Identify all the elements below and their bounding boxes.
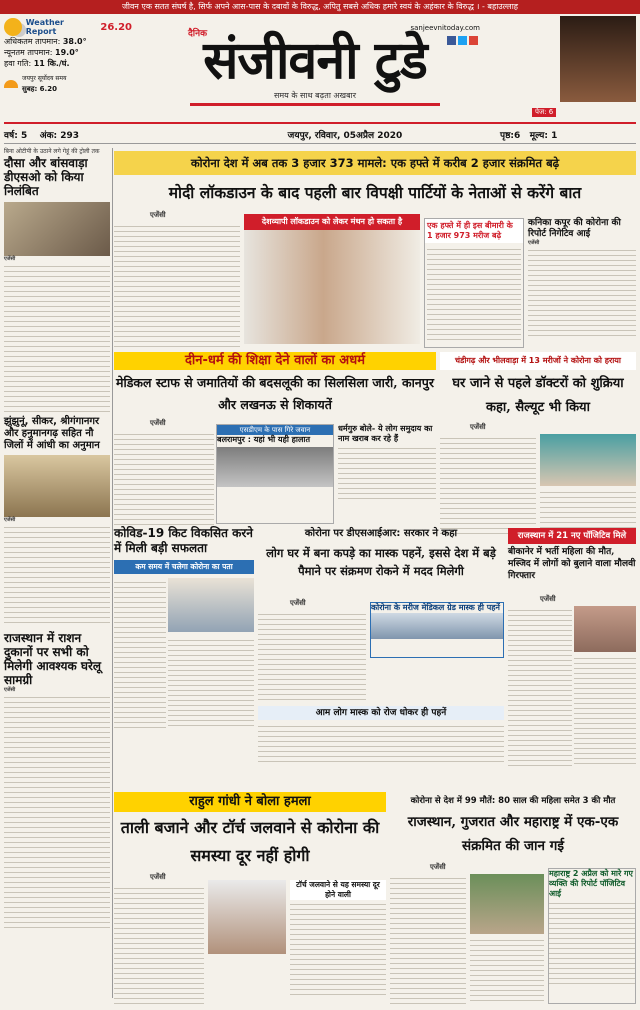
deaths-box (548, 868, 636, 1004)
dharm-box-image (217, 447, 333, 487)
masthead-slogan: समय के साथ बढ़ता अखबार (273, 91, 356, 100)
weather-row-max: अधिकतम तापमान: 38.0° (4, 37, 87, 46)
left-top-byline: एजेंसी (4, 256, 16, 262)
rahul-body (114, 884, 204, 1004)
masthead-logo: संजीवनी टुडे (203, 30, 427, 91)
dharm-guru-headline[interactable]: धर्मगुरु बोले- ये लोग समुदाय का नाम खराब कर रहे हैं (338, 424, 433, 443)
covid19-headline[interactable]: कोविड-19 किट विकसित करने में मिली बड़ी सफलता (114, 526, 253, 555)
weather-row-min: न्यूनतम तापमान: 19.0° (4, 48, 79, 57)
left-low-byline: एजेंसी (4, 687, 16, 693)
dharm-box-title: एसडीएम के पास गिरे जवान (217, 425, 333, 435)
chandigarh-body (440, 434, 536, 534)
mask-box-1 (370, 602, 504, 658)
lead-image (244, 214, 420, 344)
lead-headline[interactable]: मोदी लॉकडाउन के बाद पहली बार विपक्षी पार्टियों के नेताओं से करेंगे बात (168, 183, 582, 202)
volume-info: वर्ष: 5 अंक: 293 (4, 131, 80, 141)
rajasthan21-bar: राजस्थान में 21 नए पॉजिटिव मिले (508, 528, 636, 544)
weather-temp: 26.20 (100, 21, 132, 33)
tagline-bar (0, 0, 640, 14)
rahul-bar: राहुल गांधी ने बोला हमला (114, 792, 386, 812)
rajasthan21-byline: एजेंसी (540, 595, 556, 603)
sunrise-time: सुबह: 6.20 (22, 85, 57, 93)
deaths-body-2 (470, 936, 544, 1004)
dharm-guru (338, 424, 436, 524)
sunrise-label: जयपुर सूर्योदय समय (22, 75, 67, 82)
banner-corona-count[interactable]: कोरोना देश में अब तक 3 हजार 373 मामले: एक हफ्ते में करीब 2 हजार संक्रमित बढ़े (114, 151, 636, 175)
rahul-byline: एजेंसी (150, 873, 166, 881)
left-mid-byline: एजेंसी (4, 517, 16, 523)
masthead-site[interactable]: sanjeevnitoday.com (410, 24, 480, 32)
kanika-headline[interactable]: कनिका कपूर की कोरोना की रिपोर्ट निगेटिव आई (528, 218, 621, 239)
sunrise-icon (4, 80, 18, 88)
deaths-byline: एजेंसी (430, 863, 446, 871)
chandigarh-body-2 (540, 488, 636, 532)
box-1973-body (427, 245, 521, 341)
mask-headline[interactable]: लोग घर में बना कपड़े का मास्क पहनें, इससे देश में बड़े पैमाने पर संक्रमण रोकने में मदद मिलेगी (266, 546, 496, 578)
left-column (4, 148, 110, 929)
covid19-image (168, 578, 254, 632)
deaths-box-title[interactable]: महाराष्ट्र 2 अप्रैल को मारे गए व्यक्ति की रिपोर्ट पॉजिटिव आई (549, 869, 633, 898)
masthead (150, 18, 480, 118)
left-low-body (4, 693, 110, 929)
date-label: जयपुर, रविवार, 05अप्रैल 2020 (287, 131, 403, 141)
deaths-body (390, 874, 466, 1004)
mask-bar: कोरोना पर डीएसआईआर: सरकार ने कहा (304, 528, 458, 539)
left-top-body (4, 262, 110, 412)
kanika-story (528, 218, 636, 350)
page-info: पृष्ठ:6 मूल्य: 1 (500, 131, 558, 141)
rajasthan21-headline[interactable]: बीकानेर में भर्ती महिला की मौत, मस्जिद में लोगों को बुलाने वाला मौलवी गिरफ्तार (508, 547, 636, 581)
tagline-text: जीवन एक सतत संघर्ष है, सिर्फ अपने आस-पास के दबावों के विरुद्ध, अपितु सबसे अधिक हमारे स्वयं के अहंकार के विरुद्ध । - बहाउल्लाह (121, 2, 519, 11)
rajasthan21-body-2 (574, 654, 636, 766)
weather-sun-icon (4, 18, 22, 36)
rahul-box-body (290, 900, 386, 996)
mask-box-1-title[interactable]: कोरोना के मरीज मेडिकल ग्रेड मास्क ही पहनें (371, 603, 500, 612)
rajasthan21-body (508, 606, 572, 766)
lead-body (114, 222, 240, 350)
kanika-body (528, 246, 636, 338)
column-divider (112, 148, 113, 998)
dharm-box-sub[interactable]: बलरामपुर : यहां भी यही हालात (217, 435, 311, 444)
left-mid-body (4, 523, 110, 627)
chandigarh-bar: चंडीगढ़ और भीलवाड़ा में 13 मरीजों ने कोरोना को हराया (440, 352, 636, 370)
celebrity-photo (560, 16, 636, 102)
mask-body-2 (258, 722, 504, 766)
left-top-kicker: बिना ओटीपी के उठाने लगे गेहूं की ट्रोली तक (4, 148, 100, 155)
dharm-body (114, 430, 214, 526)
mask-box-2-title[interactable]: आम लोग मास्क को रोज धोकर ही पहनें (258, 706, 504, 720)
weather-title: Weather Report (25, 18, 65, 36)
covid19-sub: कम समय में चलेगा कोरोना का पता (114, 560, 254, 574)
covid19-body (114, 578, 166, 730)
deaths-bar: कोरोना से देश में 99 मौतें: 80 साल की महिला समेत 3 की मौत (410, 796, 616, 806)
mask-body (258, 610, 366, 700)
chandigarh-byline: एजेंसी (470, 423, 486, 431)
rahul-headline[interactable]: ताली बजाने और टॉर्च जलवाने से कोरोना की समस्या दूर नहीं होगी (120, 818, 380, 865)
deaths-box-body (549, 899, 635, 985)
dharm-bar: दीन-धर्म की शिक्षा देने वालों का अधर्म (114, 352, 436, 370)
page-tag: पेज: 6 (532, 108, 556, 117)
mask-box-image (371, 613, 503, 639)
mask-byline: एजेंसी (290, 599, 306, 607)
covid19-body-2 (168, 636, 254, 730)
rajasthan21-image (574, 606, 636, 652)
lead-byline: एजेंसी (150, 211, 166, 219)
deaths-image (470, 874, 544, 934)
facebook-icon[interactable] (447, 36, 456, 45)
googleplus-icon[interactable] (469, 36, 478, 45)
weather-report (4, 18, 132, 126)
dharm-headline[interactable]: मेडिकल स्टाफ से जमातियों की बदसलूकी का सिलसिला जारी, कानपुर और लखनऊ से शिकायतें (116, 375, 434, 412)
deaths-headline[interactable]: राजस्थान, गुजरात और महाराष्ट्र में एक-एक संक्रमित की जान गई (407, 814, 619, 854)
left-top-headline[interactable]: दौसा और बांसवाड़ा डीएसओ को किया निलंबित (4, 156, 88, 198)
dharm-sidebox (216, 424, 334, 524)
twitter-icon[interactable] (458, 36, 467, 45)
kanika-byline: एजेंसी (528, 240, 540, 246)
rahul-image (208, 880, 286, 954)
rahul-box-title[interactable]: टॉर्च जलवाने से यह समस्या दूर होने वाली (290, 880, 386, 900)
left-mid-headline[interactable]: झुंझुनूं, सीकर, श्रीगंगानगर और हनुमानगढ़ सहित नौ जिलों में आंधी का अनुमान (4, 416, 100, 451)
dharm-byline: एजेंसी (150, 419, 166, 427)
rahul-box (290, 880, 386, 1004)
masthead-prefix: दैनिक (188, 29, 208, 39)
left-mid-image (4, 455, 110, 517)
box-1973 (424, 218, 524, 348)
chandigarh-image (540, 434, 636, 486)
chandigarh-headline[interactable]: घर जाने से पहले डॉक्टरों को शुक्रिया कहा, सैल्यूट भी किया (452, 376, 624, 415)
lead-image-caption: देशव्यापी लॉकडाउन को लेकर मंथन हो सकता है (244, 214, 420, 230)
dharm-guru-body (338, 444, 436, 502)
box-1973-title[interactable]: एक हफ्ते में ही इस बीमारी के 1 हजार 973 मरीज बढ़े (425, 219, 523, 243)
left-low-headline[interactable]: राजस्थान में राशन दुकानों पर सभी को मिलेगी आवश्यक घरेलू सामग्री (4, 631, 101, 687)
left-top-image (4, 202, 110, 256)
weather-row-wind: हवा गति: 11 कि./घं. (4, 59, 70, 68)
